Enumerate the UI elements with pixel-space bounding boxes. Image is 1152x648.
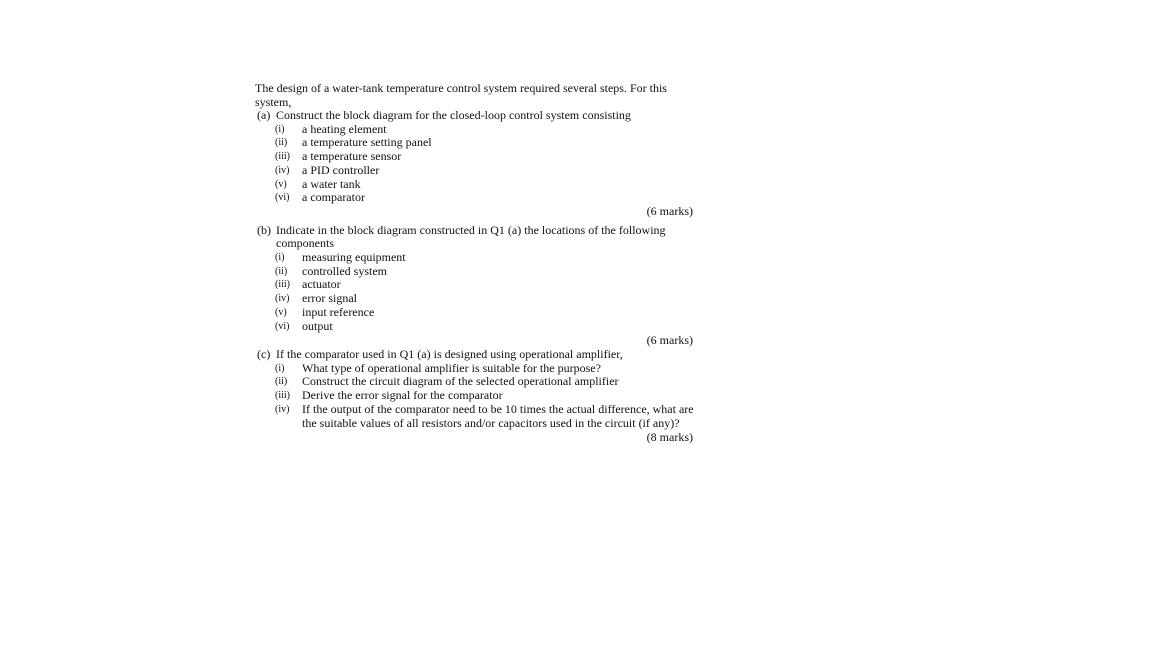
- part-a-marks: (6 marks): [646, 204, 693, 219]
- part-b: [255, 224, 695, 347]
- question-intro: The design of a water-tank temperature control system required several steps. For this system,: [255, 81, 667, 109]
- item-text: error signal: [302, 291, 357, 306]
- item-number: (v): [275, 178, 287, 190]
- list-item: [255, 362, 697, 376]
- item-text: output: [302, 318, 333, 333]
- part-b-text: Indicate in the block diagram constructed in Q1 (a) the locations of the following components: [276, 222, 666, 251]
- item-text: Derive the error signal for the comparator: [302, 388, 503, 403]
- part-c-label: (c): [257, 347, 271, 362]
- item-number: (iii): [275, 390, 290, 402]
- list-item: [255, 150, 697, 164]
- list-item: [255, 251, 697, 265]
- part-c-text: If the comparator used in Q1 (a) is designed using operational amplifier,: [276, 347, 623, 362]
- list-item: [255, 278, 697, 292]
- item-number: (v): [275, 306, 287, 318]
- list-item: [255, 306, 697, 320]
- item-text: a comparator: [302, 190, 365, 205]
- item-number: (ii): [275, 137, 288, 149]
- item-text: input reference: [302, 304, 375, 319]
- part-b-items: [255, 251, 695, 334]
- part-b-heading: [255, 224, 676, 251]
- list-item: [255, 320, 697, 334]
- question-document: [255, 82, 695, 444]
- item-number: (iv): [275, 293, 290, 305]
- part-c-heading: [255, 348, 676, 362]
- list-item: [255, 265, 697, 279]
- list-item: [255, 375, 697, 389]
- item-text: actuator: [302, 277, 341, 292]
- list-item: [255, 292, 697, 306]
- list-item: [255, 123, 697, 137]
- item-text: controlled system: [302, 263, 387, 278]
- item-number: (vi): [275, 192, 290, 204]
- part-a-text: Construct the block diagram for the closed-loop control system consisting: [276, 108, 631, 122]
- part-a-heading: [255, 109, 676, 123]
- list-item: [255, 164, 697, 178]
- part-c-marks: (8 marks): [646, 429, 693, 444]
- item-number: (vi): [275, 320, 290, 332]
- item-number: (iv): [275, 164, 290, 176]
- item-number: (i): [275, 123, 285, 135]
- item-text: What type of operational amplifier is suitable for the purpose?: [302, 360, 601, 375]
- item-text: a temperature setting panel: [302, 135, 432, 150]
- list-item: [255, 136, 697, 150]
- item-text: measuring equipment: [302, 249, 406, 264]
- item-number: (i): [275, 251, 285, 263]
- part-c: [255, 348, 695, 444]
- list-item: [255, 389, 697, 403]
- item-number: (i): [275, 362, 285, 374]
- list-item: [255, 178, 697, 192]
- list-item: [255, 403, 697, 431]
- item-number: (ii): [275, 265, 288, 277]
- part-b-marks: (6 marks): [646, 332, 693, 347]
- item-number: (iii): [275, 279, 290, 291]
- part-c-items: [255, 362, 695, 431]
- item-text: a water tank: [302, 176, 361, 191]
- item-number: (iii): [275, 151, 290, 163]
- item-text: Construct the circuit diagram of the selected operational amplifier: [302, 374, 619, 389]
- item-number: (ii): [275, 376, 288, 388]
- list-item: [255, 191, 697, 205]
- item-text: a temperature sensor: [302, 149, 402, 164]
- item-text: a heating element: [302, 121, 387, 136]
- item-text: a PID controller: [302, 162, 380, 177]
- part-b-label: (b): [257, 222, 271, 237]
- part-a-items: [255, 123, 695, 206]
- part-a: [255, 109, 695, 219]
- item-text: If the output of the comparator need to be 10 times the actual difference, what are the suitable values of all resistors and/or capacitors used in the circuit (if any)?: [302, 401, 694, 430]
- part-a-label: (a): [257, 108, 271, 122]
- item-number: (iv): [275, 403, 290, 415]
